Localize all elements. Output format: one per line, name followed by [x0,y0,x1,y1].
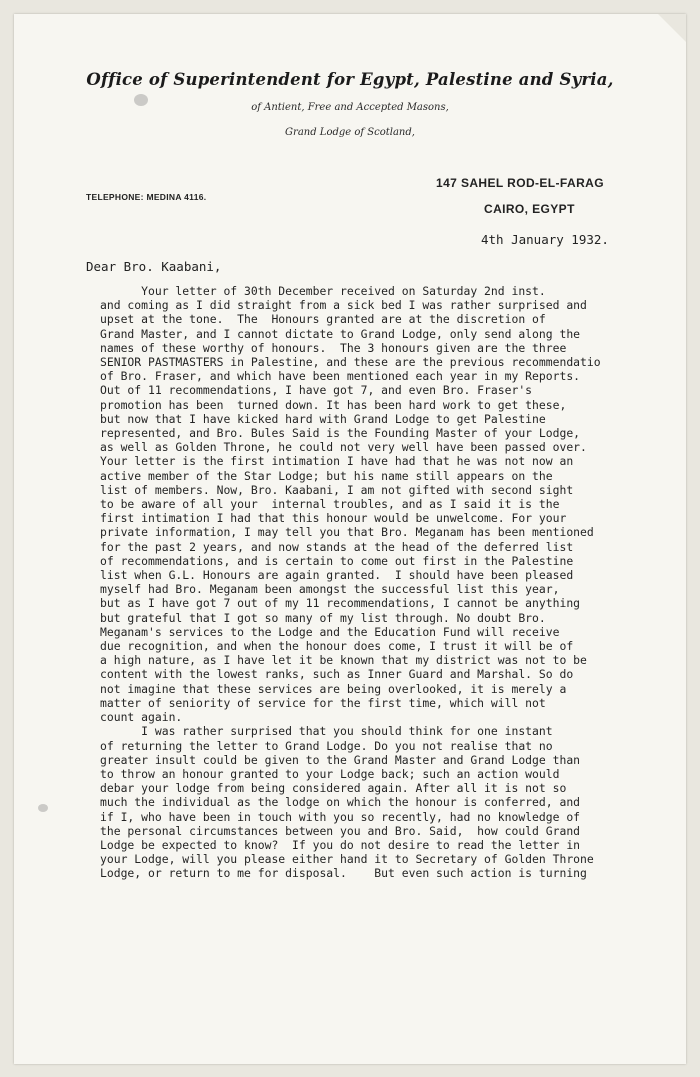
body-line: names of these worthy of honours. The 3 honours given are the three [100,340,567,355]
body-line: active member of the Star Lodge; but his name still appears on the [100,468,553,483]
letter-date: 4th January 1932. [481,232,609,247]
body-line: Your letter of 30th December received on Saturday 2nd inst. [100,284,546,298]
letterhead-grand-lodge: Grand Lodge of Scotland, [285,127,415,138]
folded-corner [658,14,686,42]
body-line: content with the lowest ranks, such as Inner Guard and Marshal. So do [100,667,574,682]
body-line: due recognition, and when the honour does come, I trust it will be of [100,639,574,654]
body-line: private information, I may tell you that Bro. Meganam has been mentioned [100,525,594,540]
body-line: not imagine that these services are being overlooked, it is merely a [100,681,567,696]
body-line: but grateful that I got so many of my list through. No doubt Bro. [100,610,546,625]
body-line: debar your lodge from being considered again. After all it is not so [100,781,567,796]
body-line: Lodge be expected to know? If you do not desire to read the letter in [100,837,581,852]
body-line: Grand Master, and I cannot dictate to Grand Lodge, only send along the [100,326,581,341]
body-line: but now that I have kicked hard with Grand Lodge to get Palestine [100,411,546,426]
body-line: Lodge, or return to me for disposal. But even such action is turning [100,866,587,881]
body-line: of returning the letter to Grand Lodge. Do you not realise that no [100,738,553,753]
body-line: myself had Bro. Meganam been amongst the successful list this year, [100,582,560,597]
letterhead-title: Office of Superintendent for Egypt, Palestine and Syria, [86,70,614,89]
body-line: if I, who have been in touch with you so recently, had no knowledge of [100,809,581,824]
letter-sheet [14,14,686,1064]
body-line: Out of 11 recommendations, I have got 7, and even Bro. Fraser's [100,383,533,398]
address-line-1: 147 SAHEL ROD-EL-FARAG [436,176,604,190]
body-line: but as I have got 7 out of my 11 recommendations, I cannot be anything [100,596,581,611]
letterhead-subtitle: of Antient, Free and Accepted Masons, [251,102,449,113]
body-line: list when G.L. Honours are again granted. I should have been pleased [100,568,574,583]
body-line: to be aware of all your internal troubles, and as I said it is the [100,497,560,512]
body-line: promotion has been turned down. It has been hard work to get these, [100,397,567,412]
salutation: Dear Bro. Kaabani, [86,259,222,274]
body-line: to throw an honour granted to your Lodge back; such an action would [100,766,560,781]
letter-body [100,284,686,881]
telephone: TELEPHONE: MEDINA 4116. [86,192,207,202]
body-line: and coming as I did straight from a sick bed I was rather surprised and [100,298,587,313]
body-line: a high nature, as I have let it be known that my district was not to be [100,653,587,668]
body-line: for the past 2 years, and now stands at the head of the deferred list [100,539,574,554]
body-line: count again. [100,710,183,725]
body-line: list of members. Now, Bro. Kaabani, I am not gifted with second sight [100,482,574,497]
body-line: much the individual as the lodge on which the honour is conferred, and [100,795,581,810]
body-line: of Bro. Fraser, and which have been mentioned each year in my Reports. [100,369,581,384]
body-line: represented, and Bro. Bules Said is the Founding Master of your Lodge, [100,426,581,441]
body-line: matter of seniority of service for the first time, which will not [100,695,546,710]
body-line: Meganam's services to the Lodge and the Education Fund will receive [100,624,560,639]
body-line: first intimation I had that this honour would be unwelcome. For your [100,511,567,526]
body-line: SENIOR PASTMASTERS in Palestine, and these are the previous recommendatio [100,355,601,370]
body-line: Your letter is the first intimation I have had that he was not now an [100,454,574,469]
body-line: of recommendations, and is certain to come out first in the Palestine [100,553,574,568]
body-line: upset at the tone. The Honours granted are at the discretion of [100,312,546,327]
body-line: as well as Golden Throne, he could not very well have been passed over. [100,440,587,455]
body-line: your Lodge, will you please either hand it to Secretary of Golden Throne [100,852,594,867]
address-line-2: CAIRO, EGYPT [484,202,575,216]
ink-blot [38,804,48,812]
body-line: greater insult could be given to the Grand Master and Grand Lodge than [100,752,581,767]
body-line: the personal circumstances between you and Bro. Said, how could Grand [100,823,581,838]
body-line: I was rather surprised that you should think for one instant [100,724,553,739]
